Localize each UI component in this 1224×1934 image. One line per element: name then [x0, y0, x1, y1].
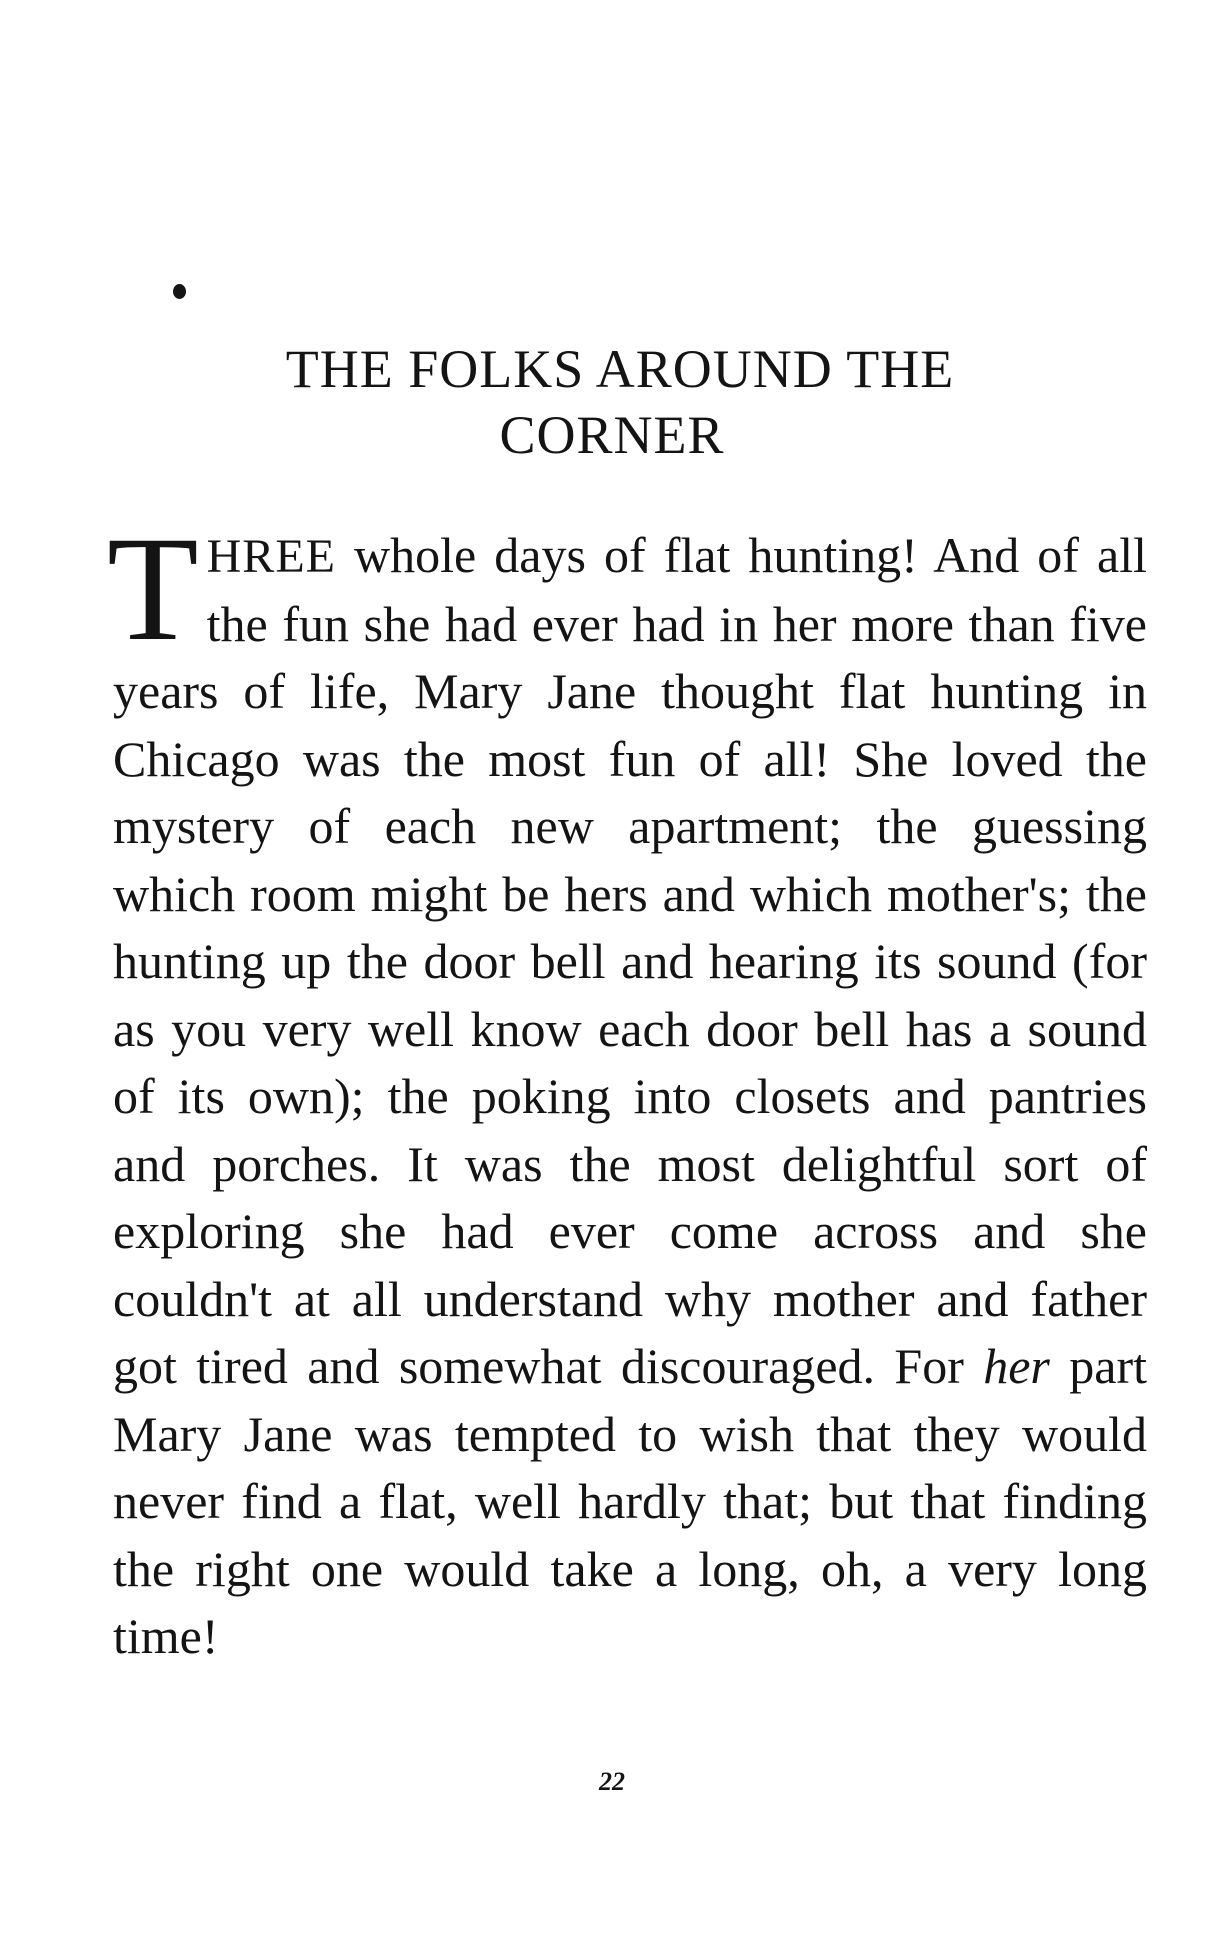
ornament-dot: [173, 284, 186, 299]
body-text-part-1: whole days of flat hunting! And of all the fun she had ever had in her more than five years of life, Mary Jane thought flat hunting in Chicago was the most fun of all! She loved the mystery of each new apartment; the guessing which room might be hers and which mother's; the hunting up the door bell and hearing its sound (for as you very well know each door bell has a sound of its own); the poking into closets and pantries and porches. It was the most delightful sort of exploring she had ever come across and she couldn't at all understand why mother and father got tired and somewhat discouraged. For: [113, 527, 1147, 1394]
chapter-title-line-1: THE FOLKS AROUND THE: [285, 339, 955, 399]
chapter-title-line-2: CORNER: [499, 405, 725, 465]
body-text-part-2: part Mary Jane was tempted to wish that they would never find a flat, well hardly that; but that finding the right one would take a long, oh, a very long time!: [113, 1338, 1147, 1664]
chapter-title: [0, 336, 1224, 468]
page-number: 22: [599, 1767, 625, 1796]
opening-small-caps: HREE: [206, 530, 336, 583]
body-paragraph: [107, 506, 1147, 1671]
body-emphasis: her: [983, 1338, 1050, 1394]
drop-cap: T: [107, 506, 199, 672]
